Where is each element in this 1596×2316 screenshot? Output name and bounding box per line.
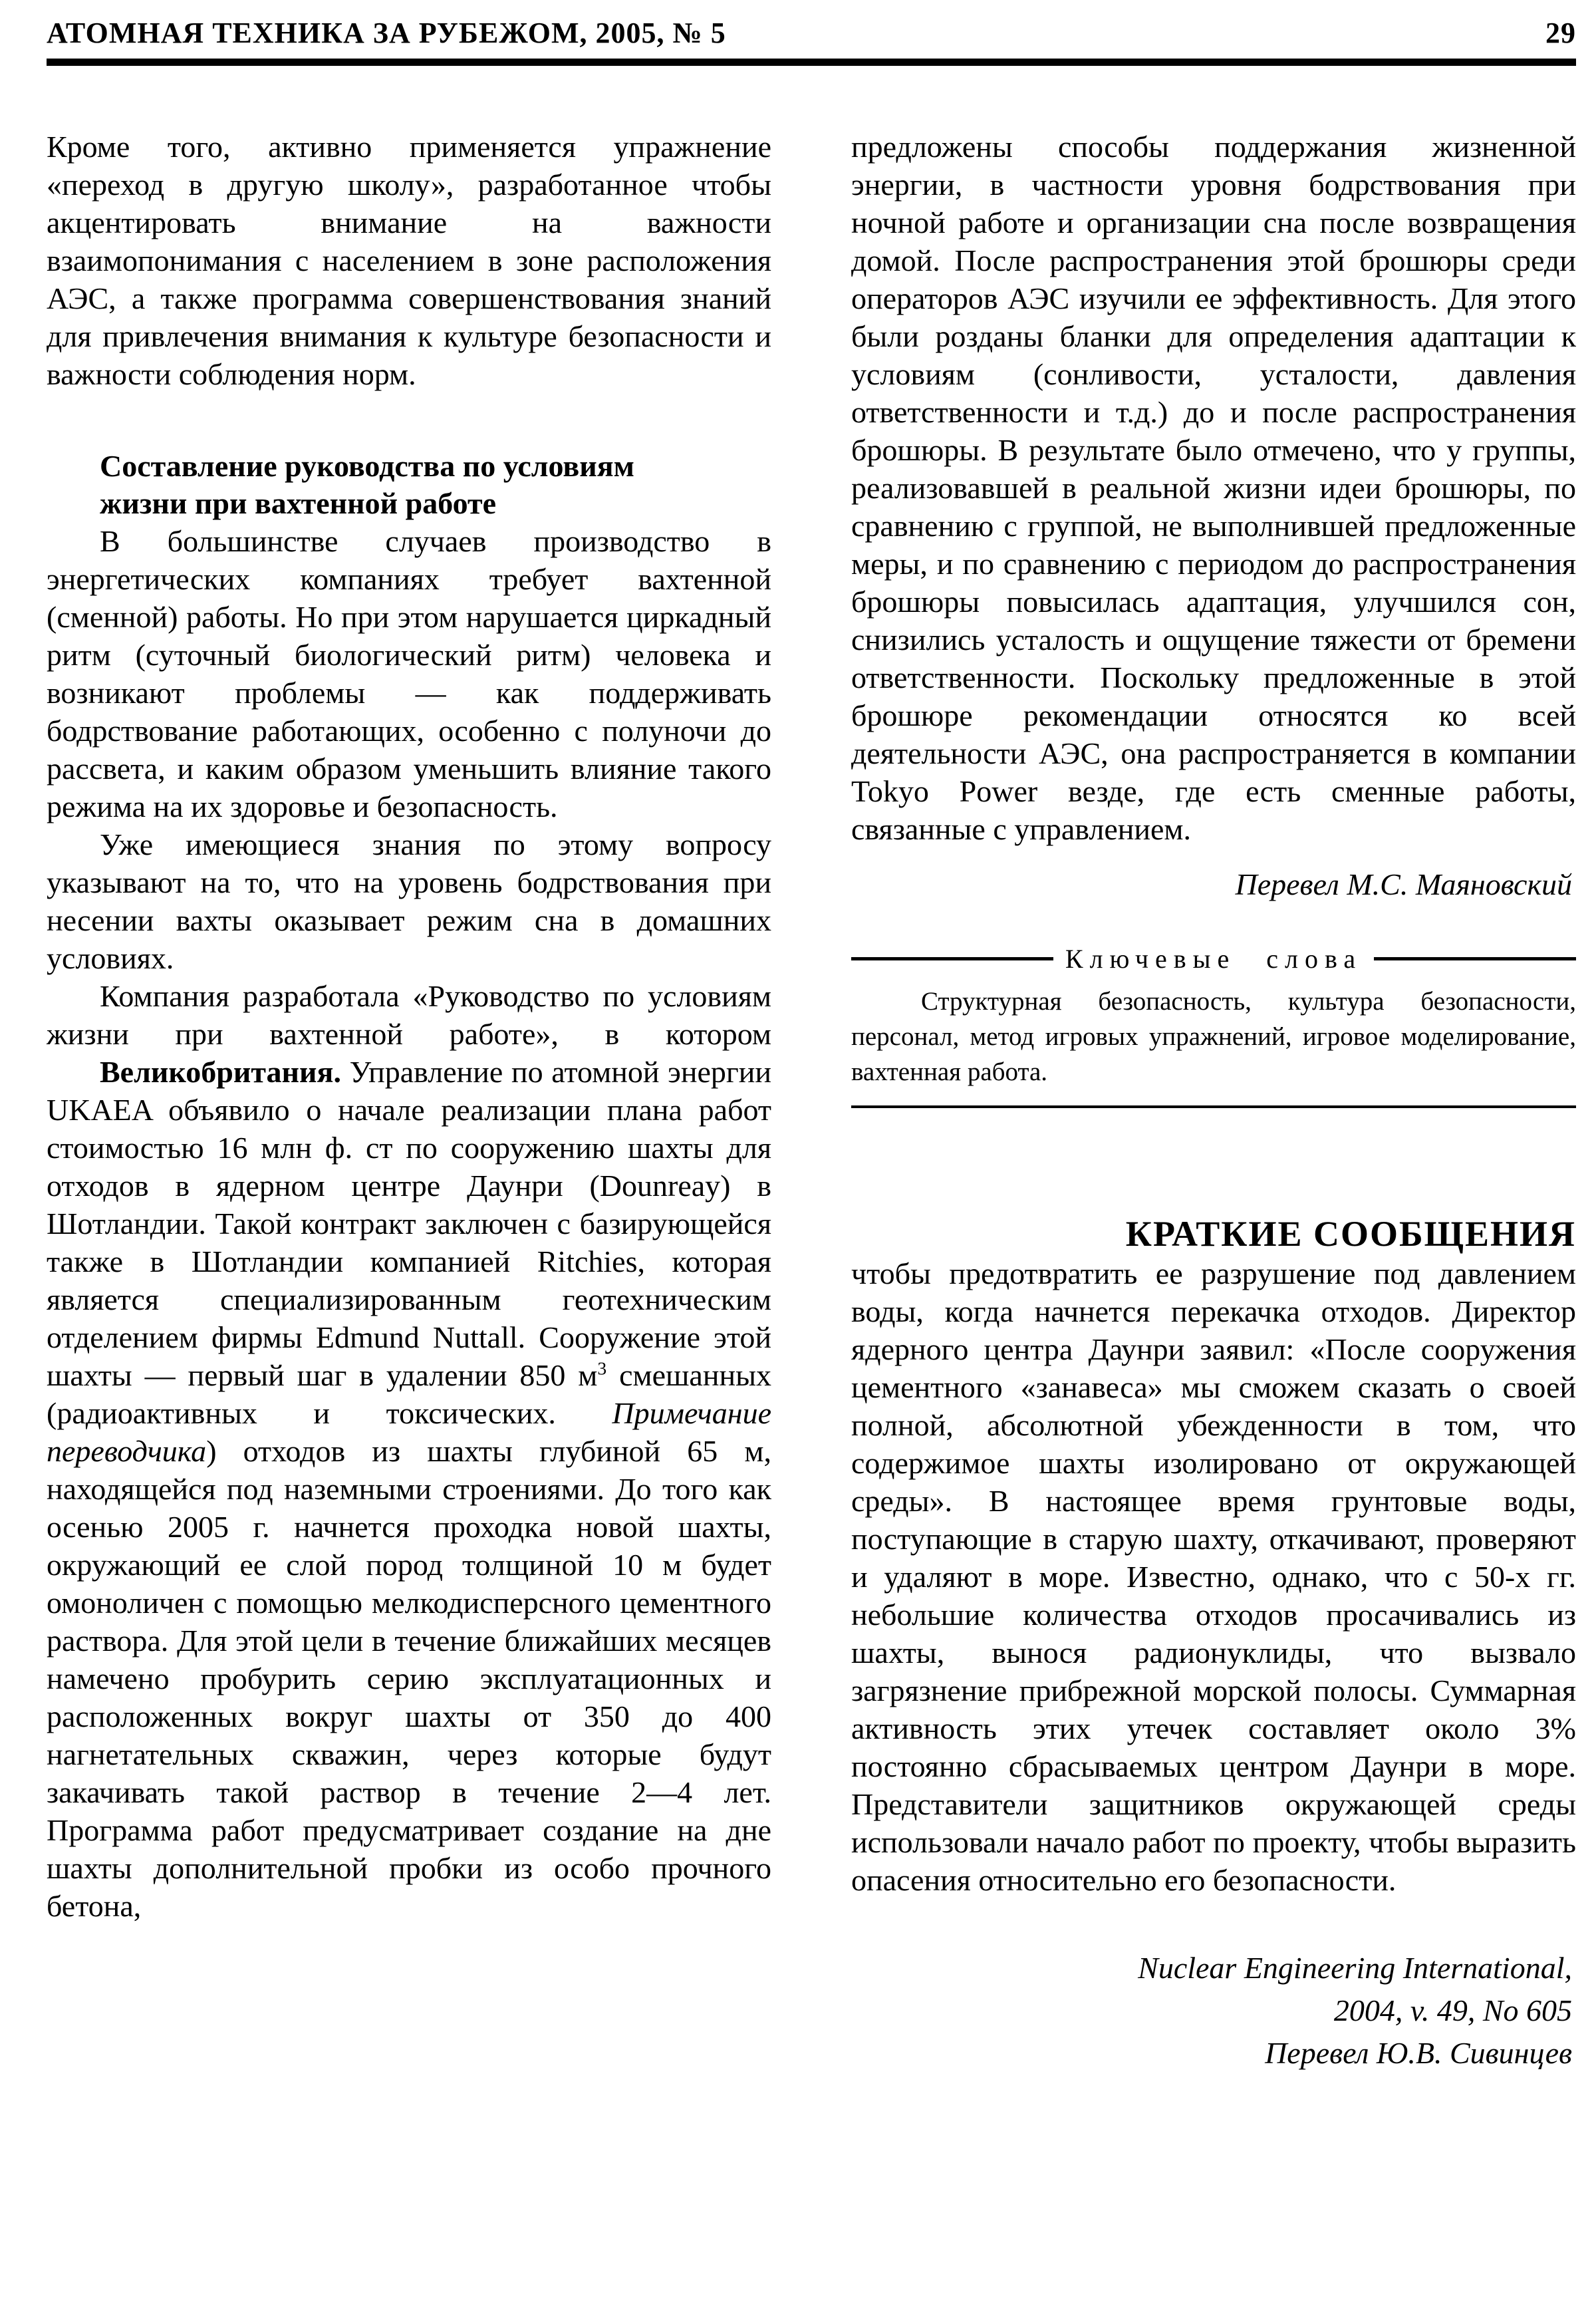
- journal-title: АТОМНАЯ ТЕХНИКА ЗА РУБЕЖОМ, 2005, № 5: [47, 17, 726, 49]
- keywords-label: Ключевые слова: [1065, 944, 1363, 974]
- page-header: [47, 16, 1576, 50]
- keywords-text: Структурная безопасность, культура безопасности, персонал, метод игровых упражнений, игровое моделирование, вахтенная работа.: [851, 987, 1576, 1086]
- article-paragraph: Компания разработала «Руководство по условиям жизни при вахтенной работе», в котором: [47, 979, 771, 1051]
- right-column: [851, 128, 1576, 2075]
- brief-news-uk-paragraph: [47, 1053, 771, 1925]
- article-paragraph: Уже имеющиеся знания по этому вопросу указывают на то, что на уровень бодрствования при несении вахты оказывает режим сна в домашних условиях.: [47, 827, 771, 975]
- keywords-block: [851, 943, 1576, 1108]
- keywords-bottom-rule: [851, 1105, 1576, 1108]
- page-number: 29: [1545, 17, 1576, 49]
- country-label: Великобритания.: [100, 1055, 341, 1089]
- article-paragraph: В большинстве случаев производство в энергетических компаниях требует вахтенной (сменной) работы. Но при этом нарушается циркадный ритм (суточный биологический ритм) человека и возникают проблемы — как поддерживать бодрствование работающих, особенно с полуночи до рассвета, и каким образом уменьшить влияние такого режима на их здоровье и безопасность.: [47, 524, 771, 823]
- translator-credit: Перевел М.С. Маяновский: [1235, 867, 1572, 901]
- section-heading: Составление руководства по условиям жизни при вахтенной работе: [100, 449, 634, 520]
- uk-text-part1: Управление по атомной энергии UKAEA объявило о начале реализации плана работ стоимостью 16 млн ф. ст по сооружению шахты для отходов в ядерном центре Даунри (Dounreay) в Шотландии. Такой контракт заключен с базирующейся также в Шотландии компанией Ritchies, которая является специализированным геотехническим отделением фирмы Edmund Nuttall. Сооружение этой шахты — первый шаг в удалении 850 м: [47, 1055, 771, 1392]
- translator-note-italic: Примечание переводчика: [47, 1396, 771, 1468]
- article-continuation-paragraph: предложены способы поддержания жизненной энергии, в частности уровня бодрствования при ночной работе и организации сна после возвращения домой. После распространения этой брошюры среди операторов АЭС изучили ее эффективность. Для этого были розданы бланки для определения адаптации к условиям (сонливости, усталости, давления ответственности и т.д.) до и после распространения брошюры. В результате было отмечено, что у группы, реализовавшей в реальной жизни идеи брошюры, по сравнению с группой, не выполнившей предложенные меры, и по сравнению с периодом до распространения брошюры повысилась адаптация, улучшился сон, снизились усталость и ощущение тяжести от бремени ответственности. Поскольку предложенные в этой брошюре рекомендации относятся ко всей деятельности АЭС, она распространяется в компании Tokyo Power везде, где есть сменные работы, связанные с управлением.: [851, 130, 1576, 846]
- source-reference-block: [851, 1947, 1576, 2075]
- header-rule: [47, 59, 1576, 66]
- source-journal: Nuclear Engineering International,: [1138, 1951, 1572, 1985]
- brief-news-section-heading: КРАТКИЕ СООБЩЕНИЯ: [1125, 1214, 1576, 1254]
- article-continuation-paragraph: Кроме того, активно применяется упражнение «переход в другую школу», разработанное чтобы акцентировать внимание на важности взаимопонимания с населением в зоне расположения АЭС, а также программа совершенствования знаний для привлечения внимания к культуре безопасности и важности соблюдения норм.: [47, 130, 771, 391]
- cubic-meter-superscript: 3: [597, 1358, 607, 1379]
- uk-text-part3: ) отходов из шахты глубиной 65 м, находящейся под наземными строениями. До того как осенью 2005 г. начнется проходка новой шахты, окружающий ее слой пород толщиной 10 м будет омоноличен с помощью мелкодисперсного цементного раствора. Для этой цели в течение ближайших месяцев намечено пробурить серию эксплуатационных и расположенных вокруг шахты от 350 до 400 нагнетательных скважин, через которые будут закачивать такой раствор в течение 2—4 лет. Программа работ предусматривает создание на дне шахты дополнительной пробки из особо прочного бетона,: [47, 1434, 771, 1923]
- brief-news-uk-continuation: чтобы предотвратить ее разрушение под давлением воды, когда начнется перекачка отходов. Директор ядерного центра Даунри заявил: «После сооружения цементного «занавеса» мы сможем сказать о своей полной, абсолютной убежденности в том, что содержимое шахты изолировано от окружающей среды». В настоящее время грунтовые воды, поступающие в старую шахту, откачивают, проверяют и удаляют в море. Известно, однако, что с 50-х гг. небольшие количества отходов просачивались из шахты, вынося радионуклиды, что вызвало загрязнение прибрежной морской полосы. Суммарная активность этих утечек составляет около 3% постоянно сбрасываемых центром Даунри в море. Представители защитников окружающей среды использовали начало работ по проекту, чтобы выразить опасения относительно его безопасности.: [851, 1256, 1576, 1897]
- left-column: [47, 128, 771, 1925]
- keywords-header: [851, 943, 1576, 974]
- uk-text-part2: смешанных (радиоактивных и токсических.: [47, 1358, 771, 1430]
- keywords-left-rule: [851, 957, 1053, 960]
- keywords-right-rule: [1374, 957, 1576, 960]
- translator-credit: Перевел Ю.В. Сивинцев: [1265, 2036, 1572, 2070]
- source-volume: 2004, v. 49, No 605: [1333, 1993, 1572, 2027]
